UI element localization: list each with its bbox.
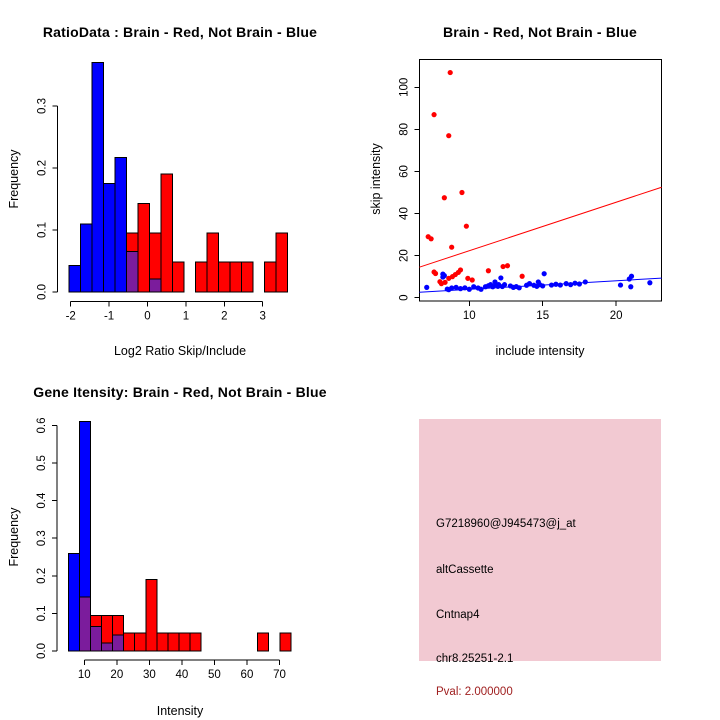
- scatter-canvas: [360, 0, 720, 360]
- svg-text:60: 60: [240, 669, 254, 681]
- svg-text:-2: -2: [65, 310, 76, 323]
- scatter-xlabel: include intensity: [495, 344, 585, 358]
- ratio-histogram-ylabel: Frequency: [7, 149, 21, 209]
- svg-text:20: 20: [398, 249, 411, 263]
- svg-text:0.3: 0.3: [36, 530, 48, 547]
- svg-text:10: 10: [462, 310, 476, 322]
- gene-name-text: Cntnap4: [436, 609, 480, 621]
- svg-text:0.4: 0.4: [36, 492, 48, 509]
- svg-text:0: 0: [144, 310, 151, 323]
- svg-text:0.2: 0.2: [36, 567, 48, 584]
- svg-text:50: 50: [208, 669, 221, 681]
- scatter-title: Brain - Red, Not Brain - Blue: [442, 24, 638, 40]
- panel-gene-info: [360, 360, 720, 720]
- svg-text:0.3: 0.3: [36, 98, 49, 114]
- svg-text:0.0: 0.0: [36, 643, 48, 659]
- svg-text:30: 30: [142, 669, 156, 681]
- svg-text:20: 20: [110, 669, 124, 681]
- panel-gene-intensity-histogram: [0, 360, 360, 720]
- svg-text:0: 0: [398, 294, 411, 301]
- svg-text:0.6: 0.6: [36, 417, 48, 434]
- svg-text:0.1: 0.1: [36, 605, 48, 622]
- ratio-histogram-xlabel: Log2 Ratio Skip/Include: [113, 344, 247, 358]
- svg-text:0.2: 0.2: [36, 160, 49, 176]
- gene-histogram-ylabel: Frequency: [7, 507, 21, 567]
- svg-text:-1: -1: [103, 310, 115, 323]
- svg-text:15: 15: [536, 310, 550, 322]
- pval-text: Pval: 2.000000: [436, 686, 513, 698]
- ratio-histogram-title: RatioData : Brain - Red, Not Brain - Blue: [42, 24, 318, 40]
- splice-event-type-text: altCassette: [436, 564, 494, 576]
- svg-text:10: 10: [77, 669, 91, 681]
- svg-text:2: 2: [221, 310, 228, 323]
- svg-text:1: 1: [182, 310, 190, 323]
- svg-text:40: 40: [175, 669, 189, 681]
- svg-text:0.0: 0.0: [36, 284, 49, 300]
- probe-id-text: G7218960@J945473@j_at: [436, 518, 576, 530]
- svg-text:80: 80: [398, 122, 411, 136]
- svg-text:40: 40: [398, 207, 411, 220]
- svg-text:0.5: 0.5: [36, 455, 48, 472]
- locus-text: chr8.25251-2.1: [436, 653, 514, 665]
- gene-histogram-canvas: [0, 360, 360, 720]
- gene-histogram-xlabel: Intensity: [156, 704, 204, 718]
- panel-ratio-histogram: [0, 0, 360, 360]
- scatter-ylabel: skip intensity: [369, 143, 383, 215]
- ratio-histogram-canvas: [0, 0, 360, 360]
- svg-text:0.1: 0.1: [36, 222, 49, 238]
- svg-text:3: 3: [259, 310, 266, 323]
- panel-intensity-scatter: [360, 0, 720, 360]
- svg-text:60: 60: [398, 165, 411, 178]
- svg-text:100: 100: [398, 77, 411, 97]
- gene-info-box: [419, 419, 661, 698]
- svg-text:70: 70: [273, 669, 286, 681]
- gene-histogram-title: Gene Itensity: Brain - Red, Not Brain - Blue: [33, 384, 327, 400]
- svg-text:20: 20: [609, 310, 623, 322]
